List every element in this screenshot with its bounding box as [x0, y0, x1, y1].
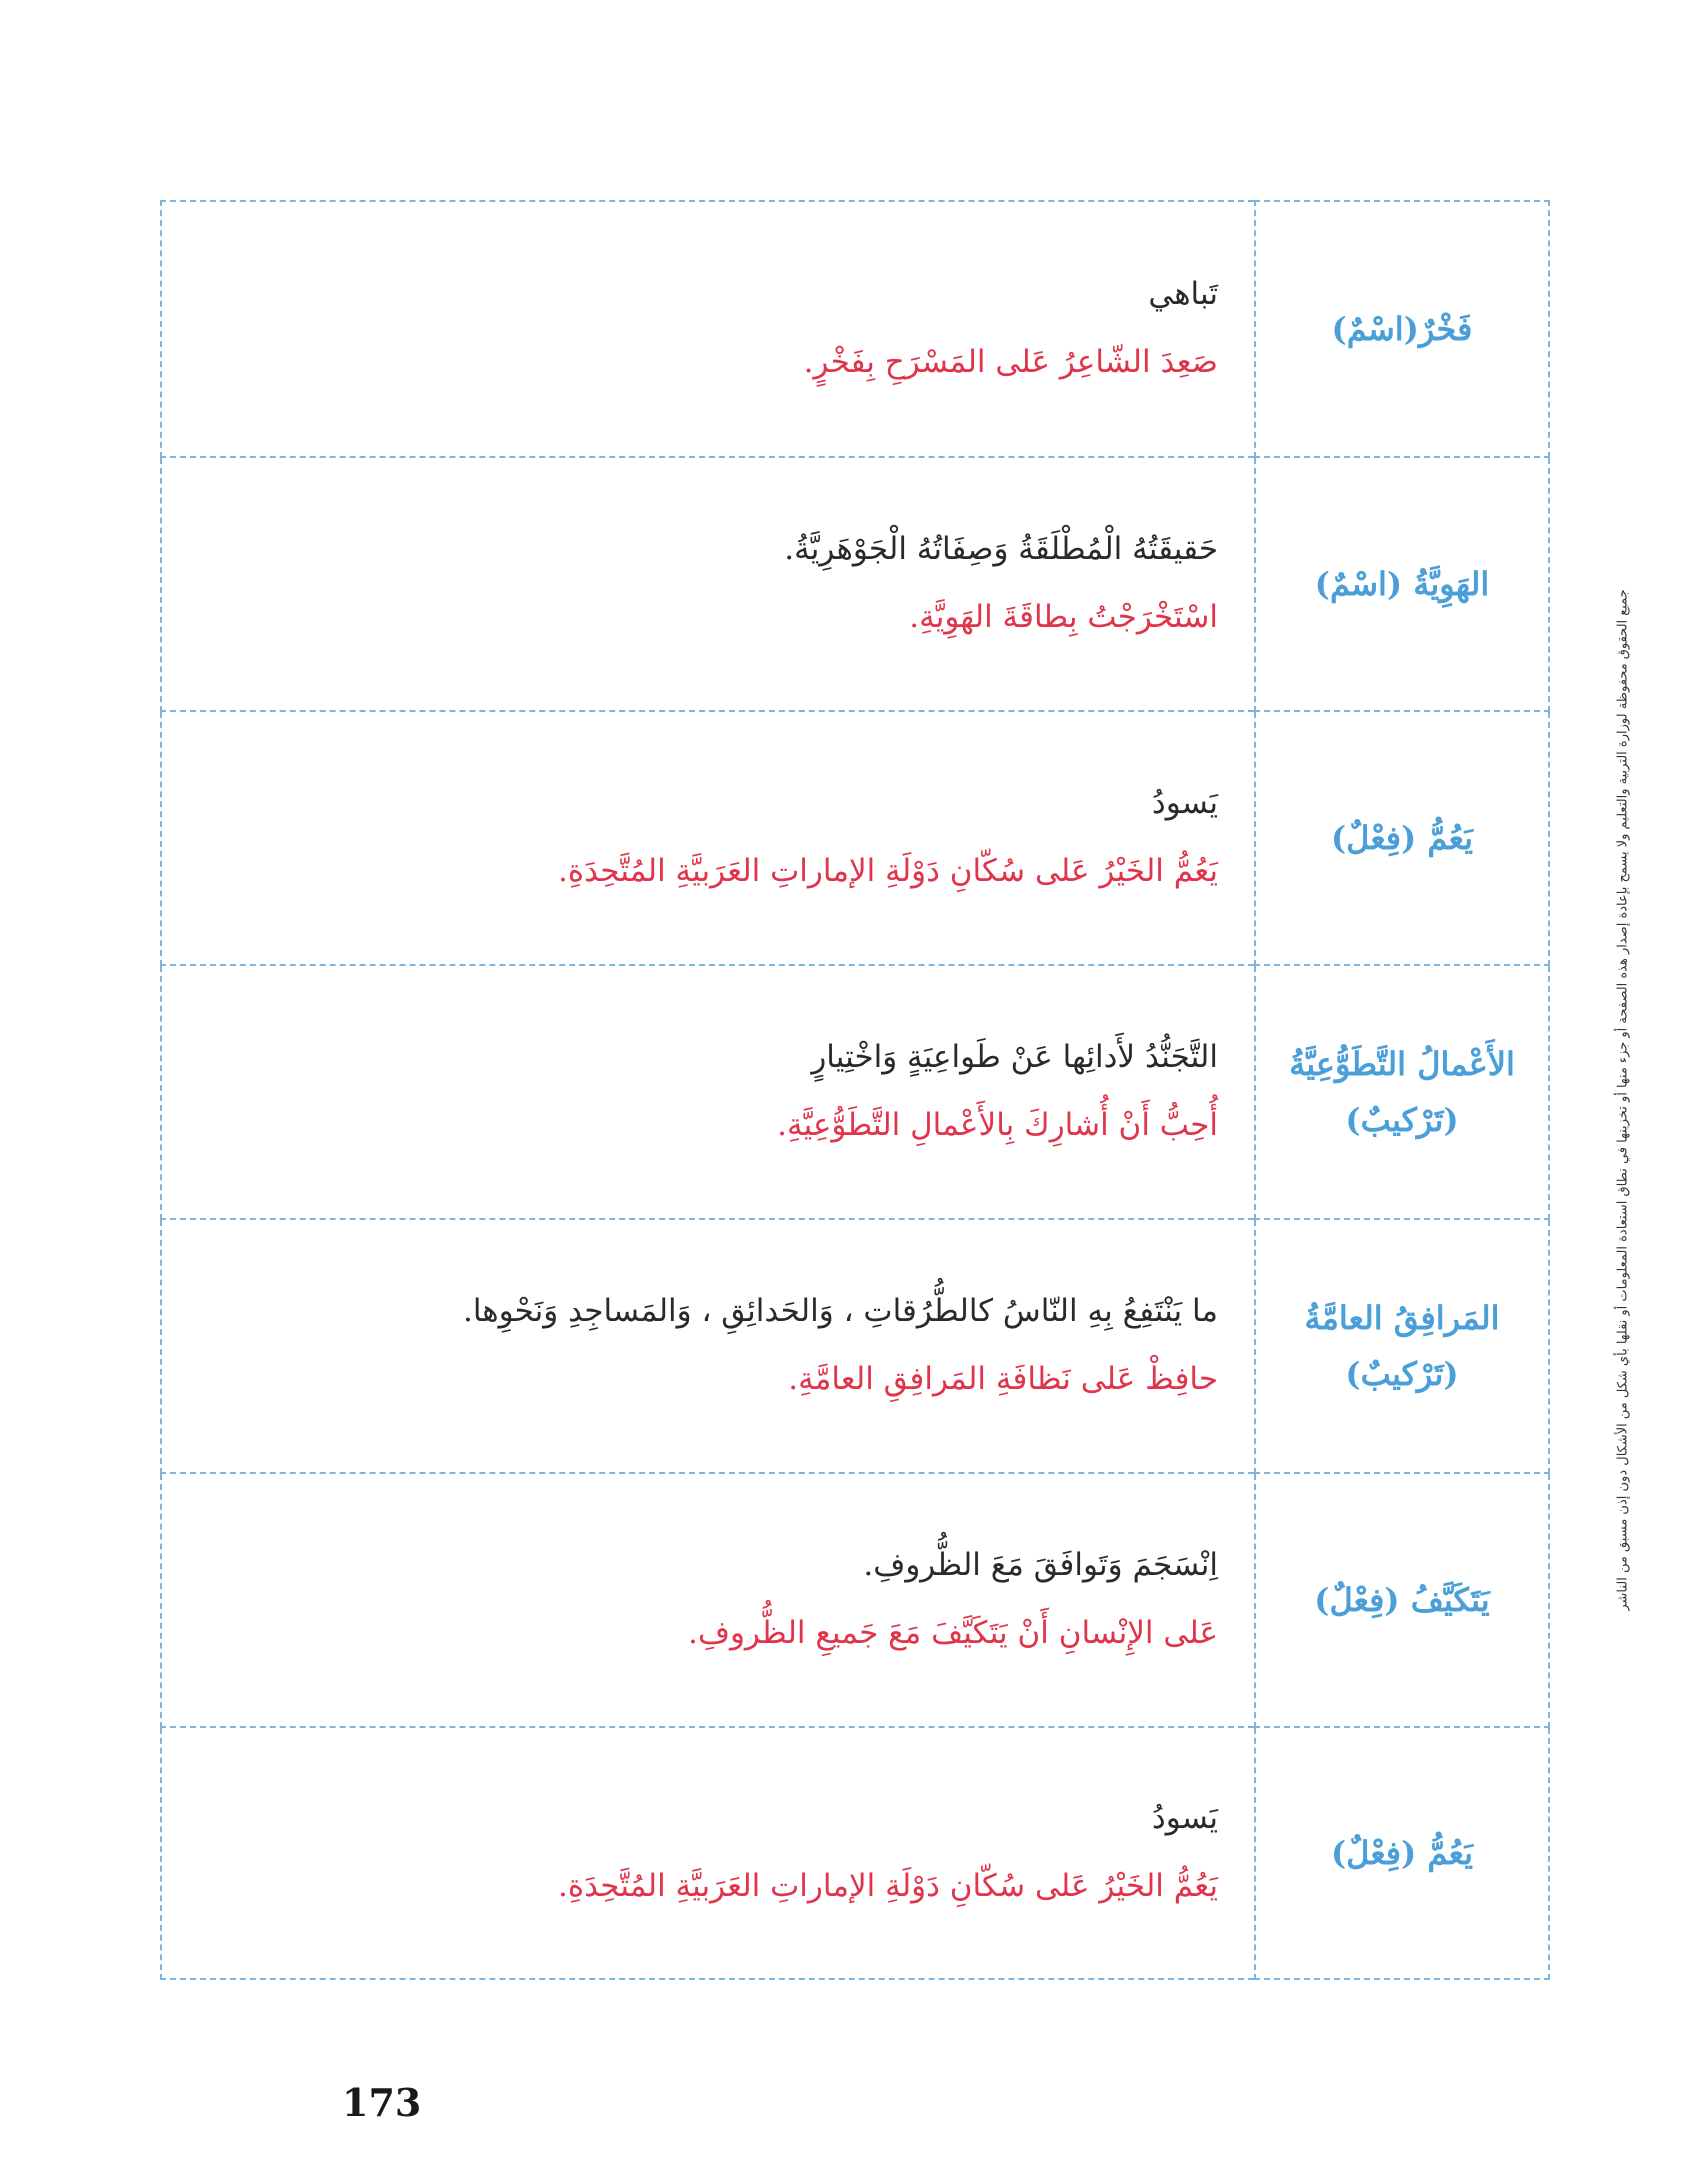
- example-sentence: اسْتَخْرَجْتُ بِطاقَةَ الهَوِيَّةِ.: [909, 599, 1218, 635]
- term-cell: [1255, 201, 1549, 457]
- term-label: يَعُمُّ (فِعْلٌ): [1330, 1834, 1474, 1872]
- meaning-text: التَّجَنُّدُ لأَدائِها عَنْ طَواعِيَةٍ وَاخْتِيارٍ: [811, 1039, 1218, 1076]
- term-label: يَعُمُّ (فِعْلٌ): [1330, 819, 1474, 857]
- term-cell: [1255, 1473, 1549, 1727]
- term-label: المَرافِقُ العامَّةُ: [1304, 1299, 1500, 1337]
- vocab-row: [161, 457, 1549, 711]
- vocab-row: [161, 201, 1549, 457]
- vocab-row: [161, 1727, 1549, 1979]
- vocab-row: [161, 711, 1549, 965]
- example-sentence: يَعُمُّ الخَيْرُ عَلى سُكّانِ دَوْلَةِ الإماراتِ العَرَبيَّةِ المُتَّحِدَةِ.: [557, 853, 1218, 889]
- definition-cell: [161, 965, 1255, 1219]
- vocab-row: [161, 1219, 1549, 1473]
- meaning-text: يَسودُ: [1151, 1800, 1218, 1837]
- meaning-text: تَباهي: [1148, 276, 1218, 313]
- definition-cell: [161, 201, 1255, 457]
- copyright-notice: جميع الحقوق محفوظة لوزارة التربية والتعليم ولا يسمح بإعادة إصدار هذه الصفحة أو جزء منها أو تخزينها في نطاق استعادة المعلومات أو نقلها بأي شكل من الأشكال دون إذن مسبق من الناشر: [1615, 589, 1631, 1611]
- term-label: الهَوِيَّةُ (اسْمٌ): [1314, 565, 1490, 603]
- meaning-text: حَقيقَتُهُ الْمُطْلَقَةُ وَصِفَاتُهُ الْجَوْهَرِيَّةُ.: [784, 531, 1218, 568]
- example-sentence: صَعِدَ الشّاعِرُ عَلى المَسْرَحِ بِفَخْرٍ.: [803, 344, 1218, 380]
- meaning-text: ما يَنْتَفِعُ بِهِ النّاسُ كالطُّرُقاتِ ، وَالحَدائِقِ ، وَالمَساجِدِ وَنَحْوِها.: [462, 1293, 1218, 1330]
- term-cell: [1255, 1727, 1549, 1979]
- term-type-label: (تَرْكيبٌ): [1345, 1101, 1459, 1139]
- term-label: الأَعْمالُ التَّطَوُّعِيَّةُ: [1289, 1045, 1515, 1083]
- term-cell: [1255, 457, 1549, 711]
- vocab-row: [161, 1473, 1549, 1727]
- definition-cell: [161, 1727, 1255, 1979]
- definition-cell: [161, 1219, 1255, 1473]
- meaning-text: يَسودُ: [1151, 785, 1218, 822]
- vocab-row: [161, 965, 1549, 1219]
- definition-cell: [161, 1473, 1255, 1727]
- example-sentence: حافِظْ عَلى نَظافَةِ المَرافِقِ العامَّةِ.: [788, 1361, 1218, 1397]
- example-sentence: عَلى الإِنْسانِ أَنْ يَتَكَيَّفَ مَعَ جَميعِ الظُّروفِ.: [687, 1615, 1218, 1651]
- example-sentence: يَعُمُّ الخَيْرُ عَلى سُكّانِ دَوْلَةِ الإماراتِ العَرَبيَّةِ المُتَّحِدَةِ.: [557, 1868, 1218, 1904]
- term-label: فَخْرٌ(اسْمٌ): [1331, 310, 1473, 348]
- vocabulary-table: [160, 200, 1550, 1980]
- definition-cell: [161, 711, 1255, 965]
- term-cell: [1255, 711, 1549, 965]
- definition-cell: [161, 457, 1255, 711]
- term-cell: [1255, 1219, 1549, 1473]
- page-number: 173: [342, 2080, 422, 2125]
- term-label: يَتَكَيَّفُ (فِعْلٌ): [1314, 1581, 1490, 1619]
- term-cell: [1255, 965, 1549, 1219]
- term-type-label: (تَرْكيبٌ): [1345, 1355, 1459, 1393]
- meaning-text: اِنْسَجَمَ وَتَوافَقَ مَعَ الظُّروفِ.: [863, 1547, 1218, 1584]
- example-sentence: أُحِبُّ أَنْ أُشارِكَ بِالأَعْمالِ التَّطَوُّعِيَّةِ.: [777, 1107, 1218, 1143]
